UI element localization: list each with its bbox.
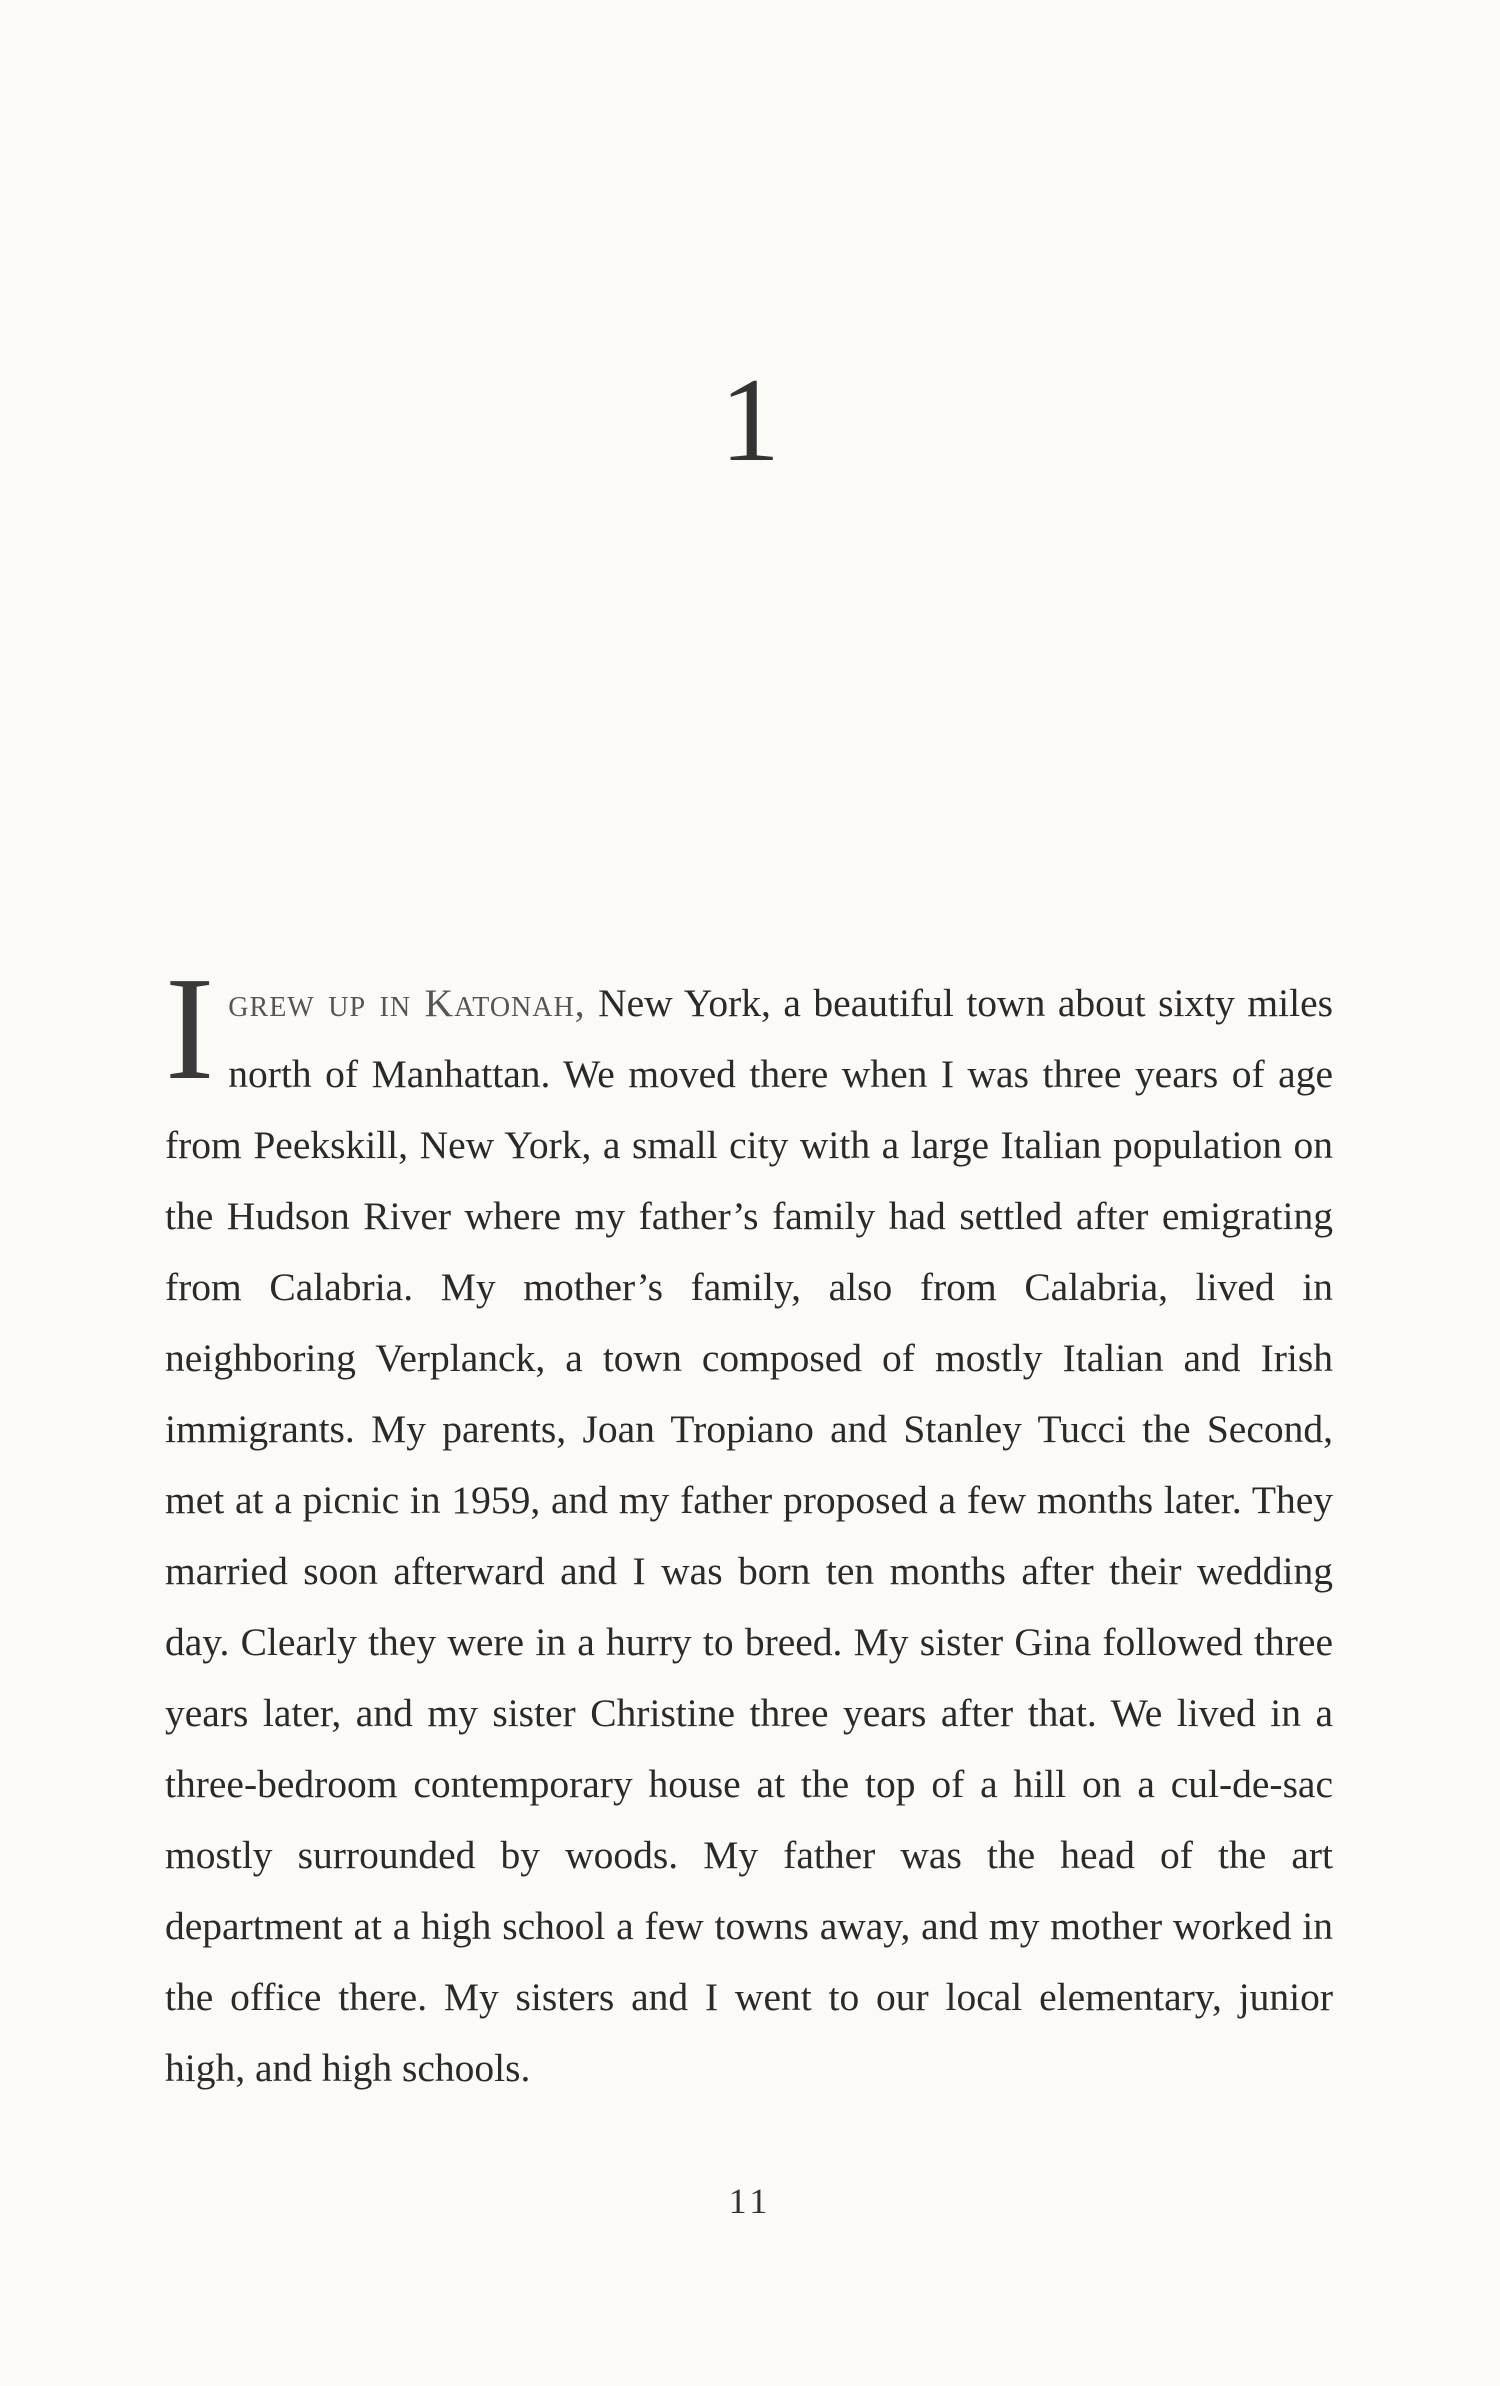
chapter-number: 1 [720,353,780,486]
page-number: 11 [728,2181,772,2221]
body-paragraph [165,947,1334,2104]
paragraph-text: New York, a beautiful town about sixty miles north of Manhattan. We moved there when I was three years of age from Peekskill, New York, a small city with a large Italian population on the Hudson River where my father’s family had settled after emigrating from Calabria. My mother’s family, also from Calabria, lived in neighboring Verplanck, a town composed of mostly Italian and Irish immigrants. My parents, Joan Tropiano and Stanley Tucci the Second, met at a picnic in 1959, and my father proposed a few months later. They married soon afterward and I was born ten months after their wedding day. Clearly they were in a hurry to breed. My sister Gina followed three years later, and my sister Christine three years after that. We lived in a three-bedroom contemporary house at the top of a hill on a cul-de-sac mostly surrounded by woods. My father was the head of the art department at a high school a few towns away, and my mother worked in the office there. My sisters and I went to our local elementary, junior high, and high schools. [165,981,1334,2090]
drop-cap: I [165,947,215,1111]
lead-in-text: grew up in Katonah, [228,981,586,1025]
